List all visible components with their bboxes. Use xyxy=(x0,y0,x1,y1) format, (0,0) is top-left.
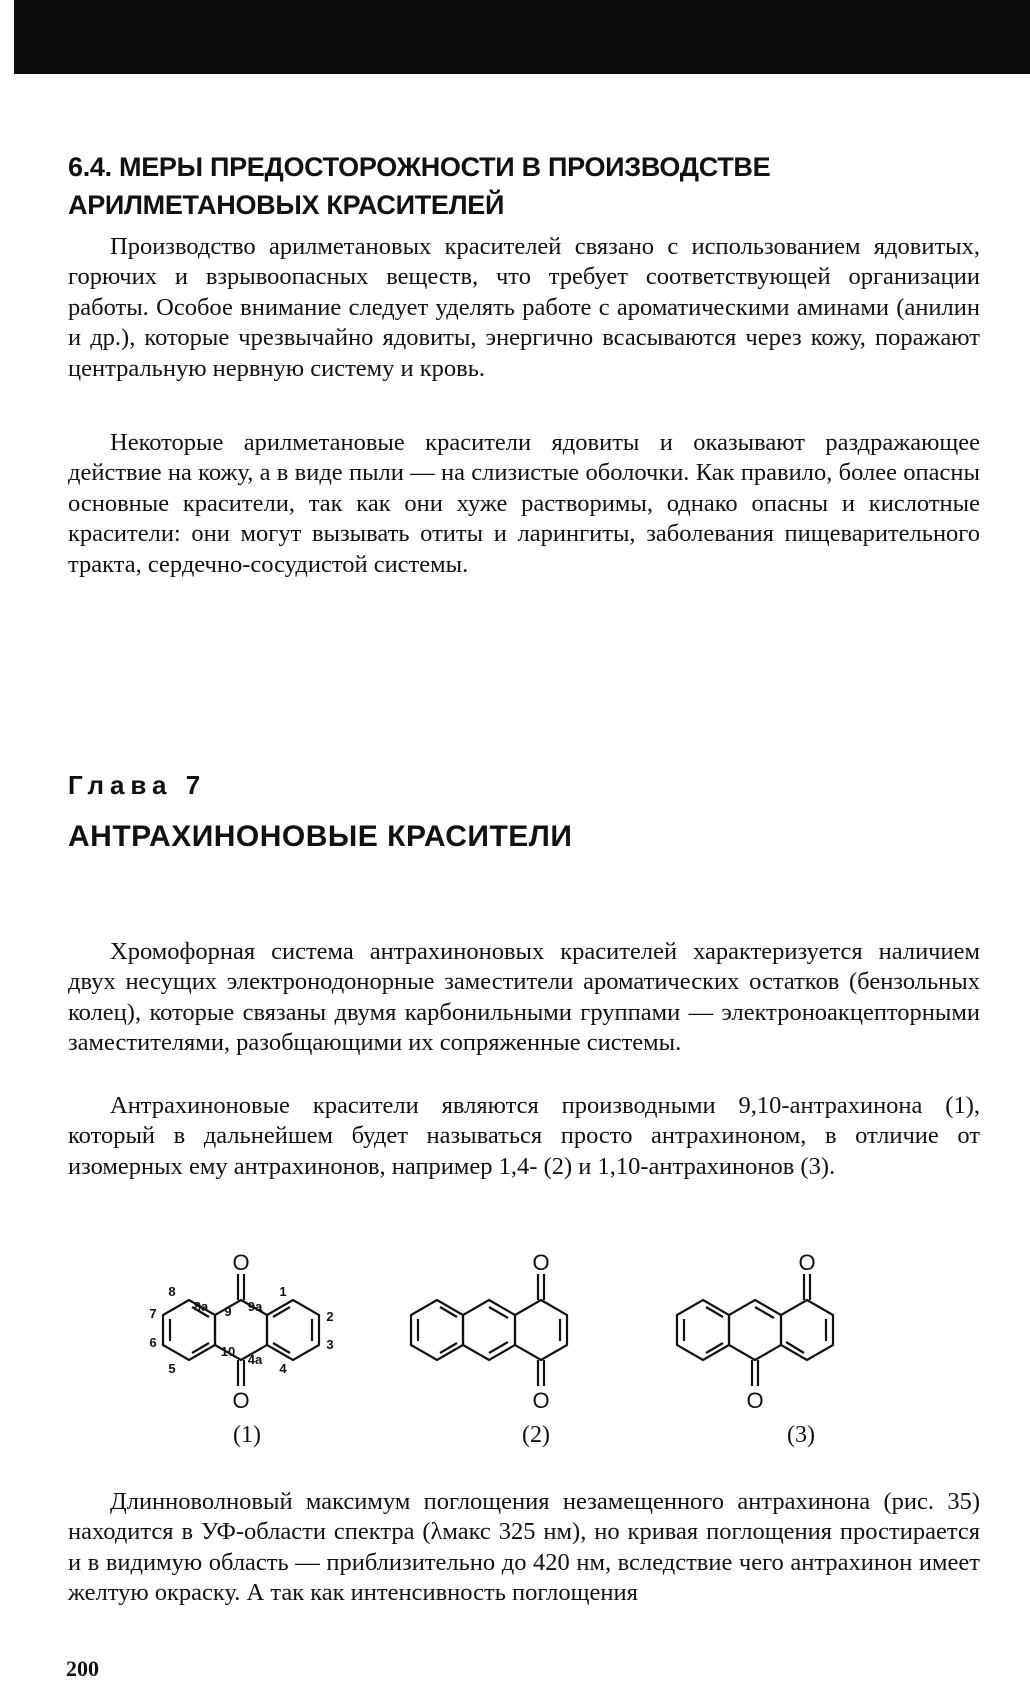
atom-o-1-bottom: O xyxy=(232,1388,250,1413)
atom-o-3-bottom: O xyxy=(746,1388,764,1413)
structure-caption-1: (1) xyxy=(233,1422,261,1448)
position-10: 10 xyxy=(220,1344,236,1359)
structure-3 xyxy=(677,1274,833,1386)
chapter-label: Глава 7 xyxy=(68,770,207,800)
section-heading-line-2: АРИЛМЕТАНОВЫХ КРАСИТЕЛЕЙ xyxy=(68,190,505,220)
position-9: 9 xyxy=(224,1304,232,1319)
structure-caption-3: (3) xyxy=(787,1422,815,1448)
position-1: 1 xyxy=(279,1284,287,1299)
section-paragraph-1: Производство арилметановых красителей связано с использованием ядовитых, горючих и взрывоопасных веществ, что требует соответствующей организации работы. Особое внимание следует уделять работе с ароматическими аминами (анилин и др.), которые чрезвычайно ядовиты, энергично всасываются через кожу, поражают центральную нервную систему и кровь. xyxy=(68,233,980,382)
chapter-paragraph-2: Антрахиноновые красители являются производными 9,10-антрахинона (1), который в дальнейшем будет называться просто антрахиноном, в отличие от изомерных ему антрахинонов, например 1,4- (2) и 1,10-антрахинонов (3). xyxy=(68,1092,980,1180)
position-7: 7 xyxy=(149,1306,157,1321)
position-8: 8 xyxy=(168,1284,176,1299)
section-heading-line-1: 6.4. МЕРЫ ПРЕДОСТОРОЖНОСТИ В ПРОИЗВОДСТВЕ xyxy=(68,152,771,182)
chapter-paragraph-1: Хромофорная система антрахиноновых красителей характеризуется наличием двух несущих электронодонорные заместители ароматических остатков (бензольных колец), которые связаны двумя карбонильными группами — электроноакцепторными заместителями, разобщающими их сопряженные системы. xyxy=(68,938,980,1057)
atom-o-3-top: O xyxy=(798,1250,816,1275)
position-2: 2 xyxy=(326,1309,334,1324)
structure-caption-2: (2) xyxy=(522,1422,550,1448)
structure-2 xyxy=(411,1274,567,1386)
position-6: 6 xyxy=(149,1335,157,1350)
chapter-title: АНТРАХИНОНОВЫЕ КРАСИТЕЛИ xyxy=(68,820,573,853)
atom-o-2-top: O xyxy=(532,1250,550,1275)
position-4a: 4a xyxy=(247,1352,263,1367)
structures-drawing xyxy=(120,1240,920,1420)
position-3: 3 xyxy=(326,1337,334,1352)
atom-o-1-top: O xyxy=(232,1250,250,1275)
atom-o-2-bottom: O xyxy=(532,1388,550,1413)
structure-1 xyxy=(163,1274,319,1386)
section-paragraph-2: Некоторые арилметановые красители ядовиты и оказывают раздражающее действие на кожу, а в виде пыли — на слизистые оболочки. Как правило, более опасны основные красители, так как они хуже растворимы, однако опасны и кислотные красители: они могут вызывать отиты и ларингиты, заболевания пищеварительного тракта, сердечно-сосудистой системы. xyxy=(68,429,980,578)
position-4: 4 xyxy=(279,1361,287,1376)
top-black-bar xyxy=(14,0,1030,74)
chapter-paragraph-3: Длинноволновый максимум поглощения незамещенного антрахинона (рис. 35) находится в УФ-области спектра (λмакс 325 нм), но кривая поглощения простирается и в видимую область — приблизительно до 420 нм, вследствие чего антрахинон имеет желтую окраску. А так как интенсивность поглощения xyxy=(68,1488,980,1607)
section-heading xyxy=(68,148,968,224)
position-8a: 8a xyxy=(193,1299,209,1314)
position-5: 5 xyxy=(168,1361,176,1376)
position-9a: 9a xyxy=(247,1299,263,1314)
page-number: 200 xyxy=(66,1656,99,1681)
